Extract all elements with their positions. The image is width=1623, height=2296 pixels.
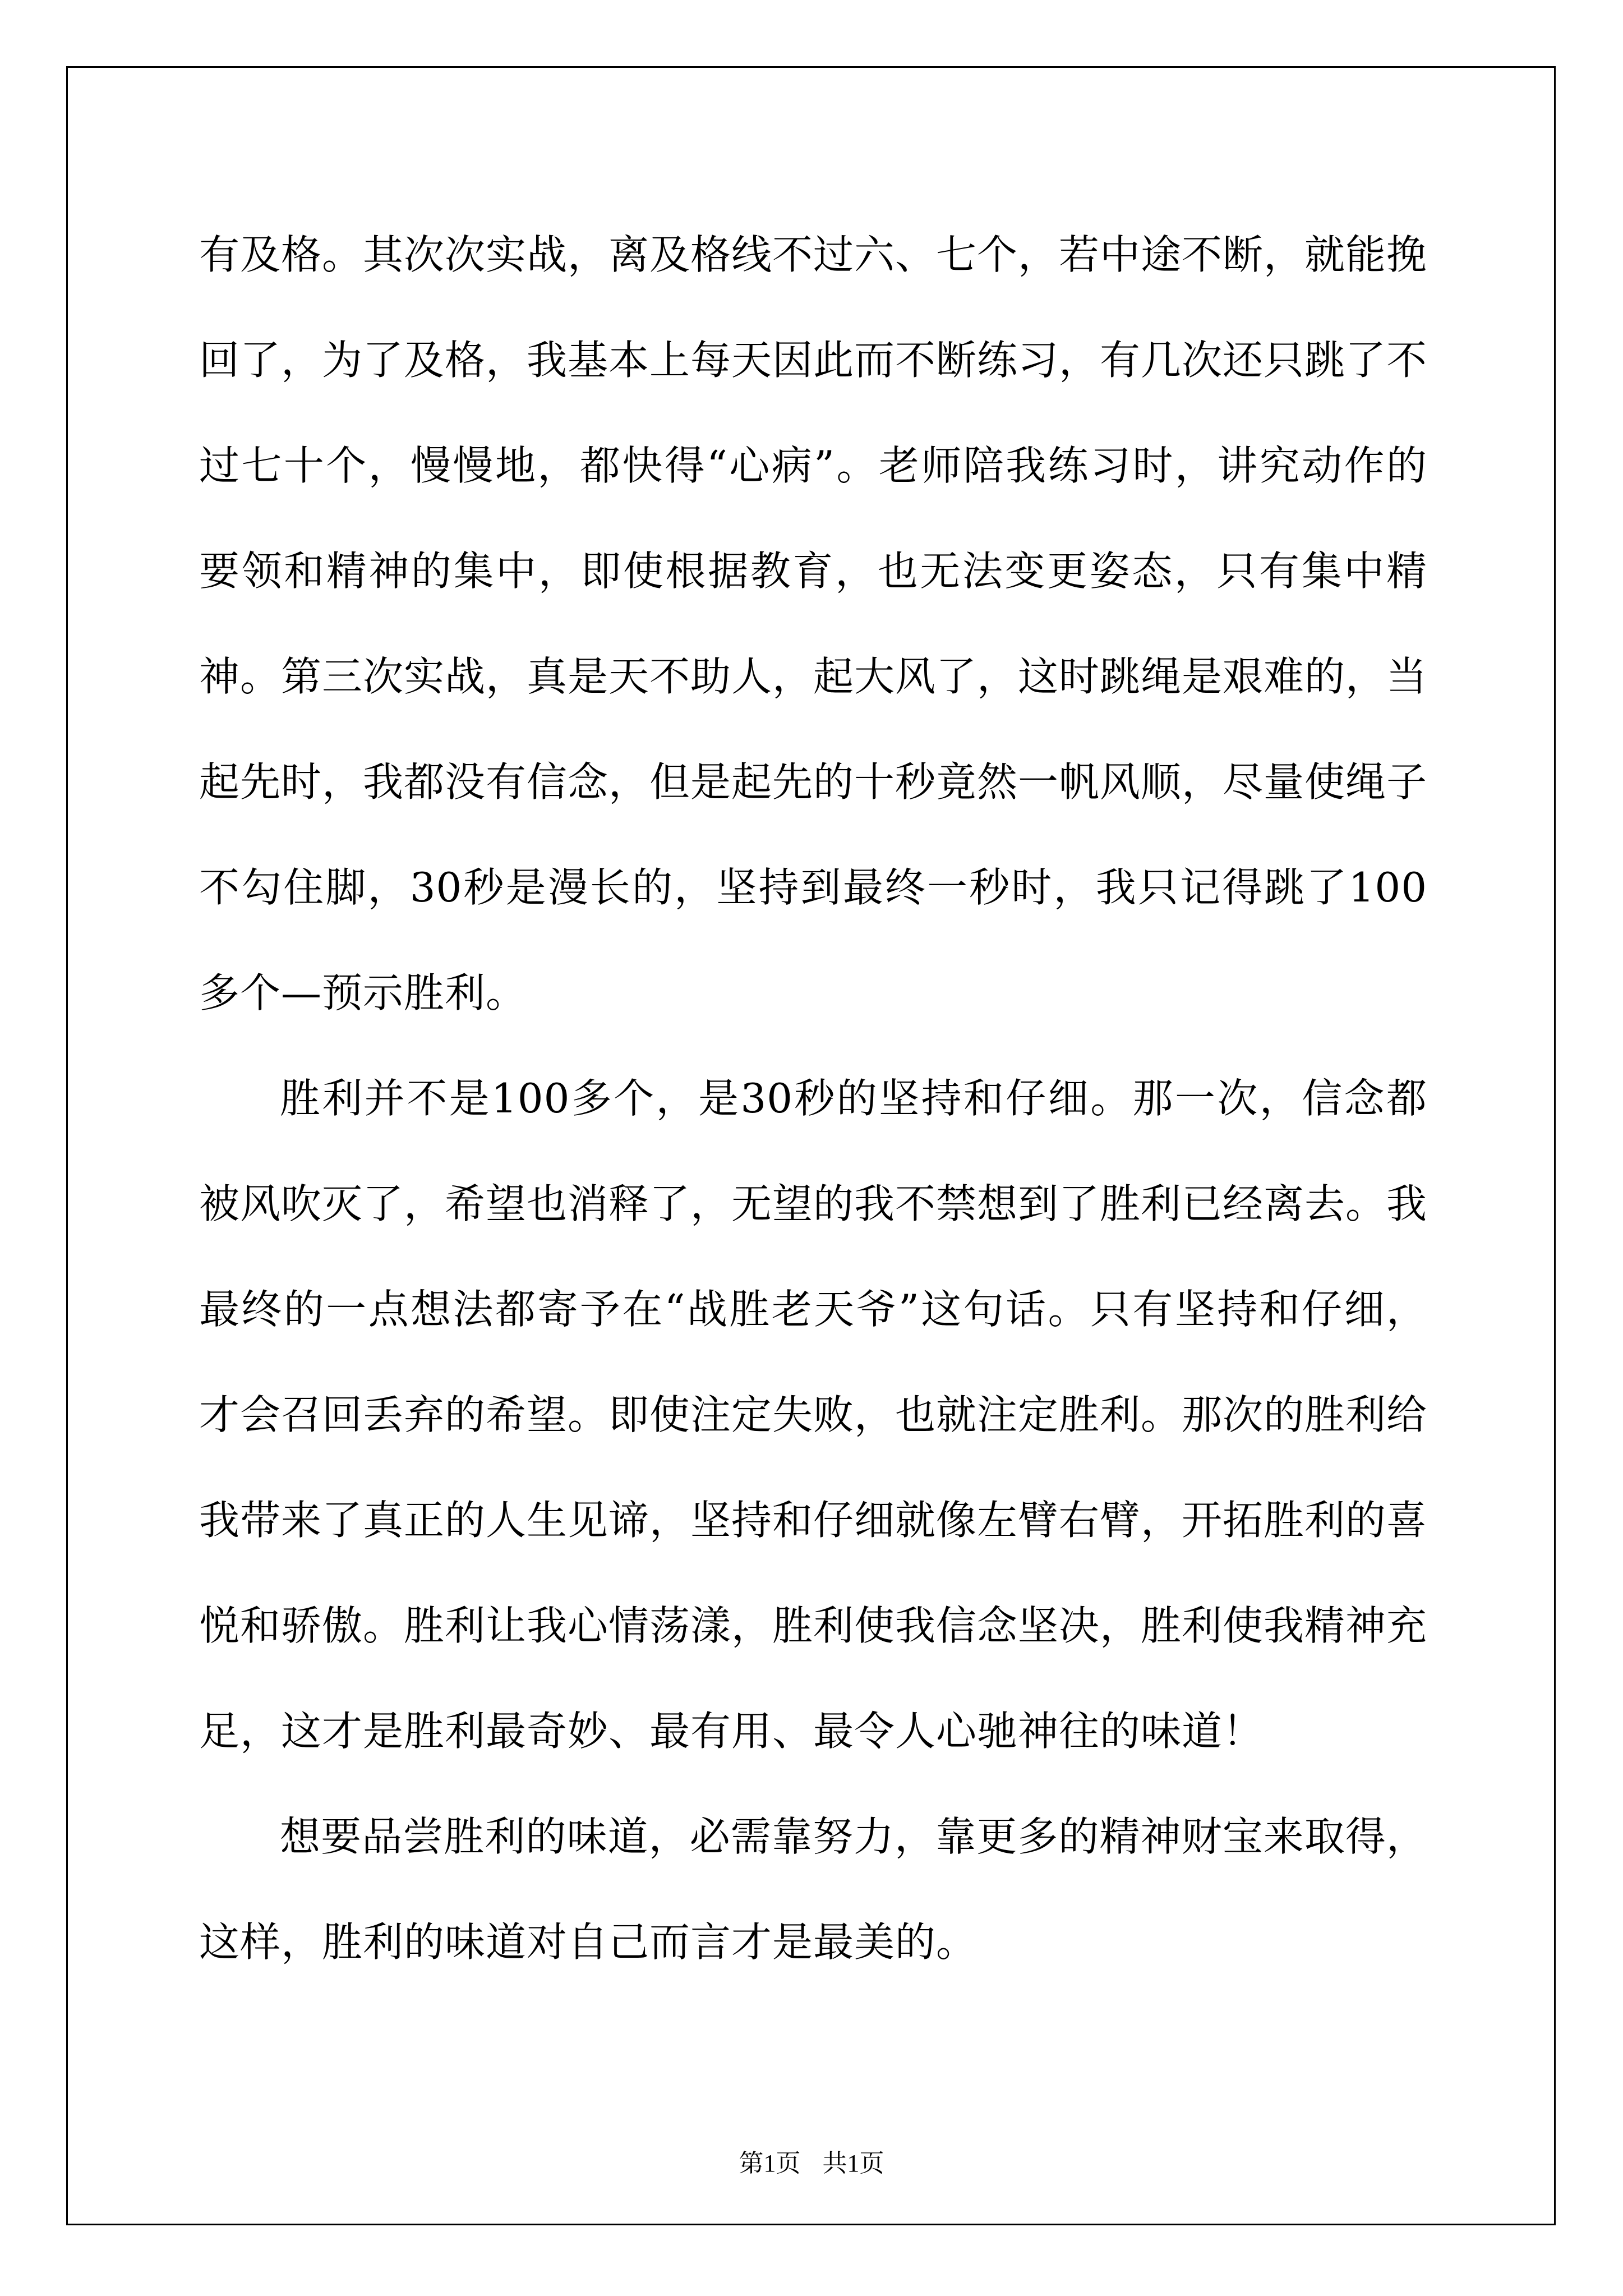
paragraph-3: 想要品尝胜利的味道，必需靠努力，靠更多的精神财宝来取得，这样，胜利的味道对自己而言才是最美的。 bbox=[199, 1813, 1427, 1966]
paragraph-1: 有及格。其次次实战，离及格线不过六、七个，若中途不断，就能挽回了，为了及格，我基本上每天因此而不断练习，有几次还只跳了不过七十个，慢慢地，都快得“心病”。老师陪我练习时，讲究动作的要领和精神的集中，即使根据教育，也无法变更姿态，只有集中精神。第三次实战，真是天不助人，起大风了，这时跳绳是艰难的，当起先时，我都没有信念，但是起先的十秒竟然一帆风顺，尽量使绳子不勾住脚，30秒是漫长的，坚持到最终一秒时，我只记得跳了100多个—预示胜利。 bbox=[199, 231, 1428, 1016]
document-body bbox=[199, 202, 1427, 1995]
paragraph-2: 胜利并不是100多个，是30秒的坚持和仔细。那一次，信念都被风吹灭了，希望也消释了，无望的我不禁想到了胜利已经离去。我最终的一点想法都寄予在“战胜老天爷”这句话。只有坚持和仔细，才会召回丢弃的希望。即使注定失败，也就注定胜利。那次的胜利给我带来了真正的人生见谛，坚持和仔细就像左臂右臂，开拓胜利的喜悦和骄傲。胜利让我心情荡漾，胜利使我信念坚决，胜利使我精神充足，这才是胜利最奇妙、最有用、最令人心驰神往的味道！ bbox=[199, 1075, 1428, 1755]
page-footer bbox=[0, 2143, 1623, 2179]
page-number: 第1页 bbox=[739, 2150, 801, 2177]
page-total: 共1页 bbox=[822, 2150, 884, 2177]
